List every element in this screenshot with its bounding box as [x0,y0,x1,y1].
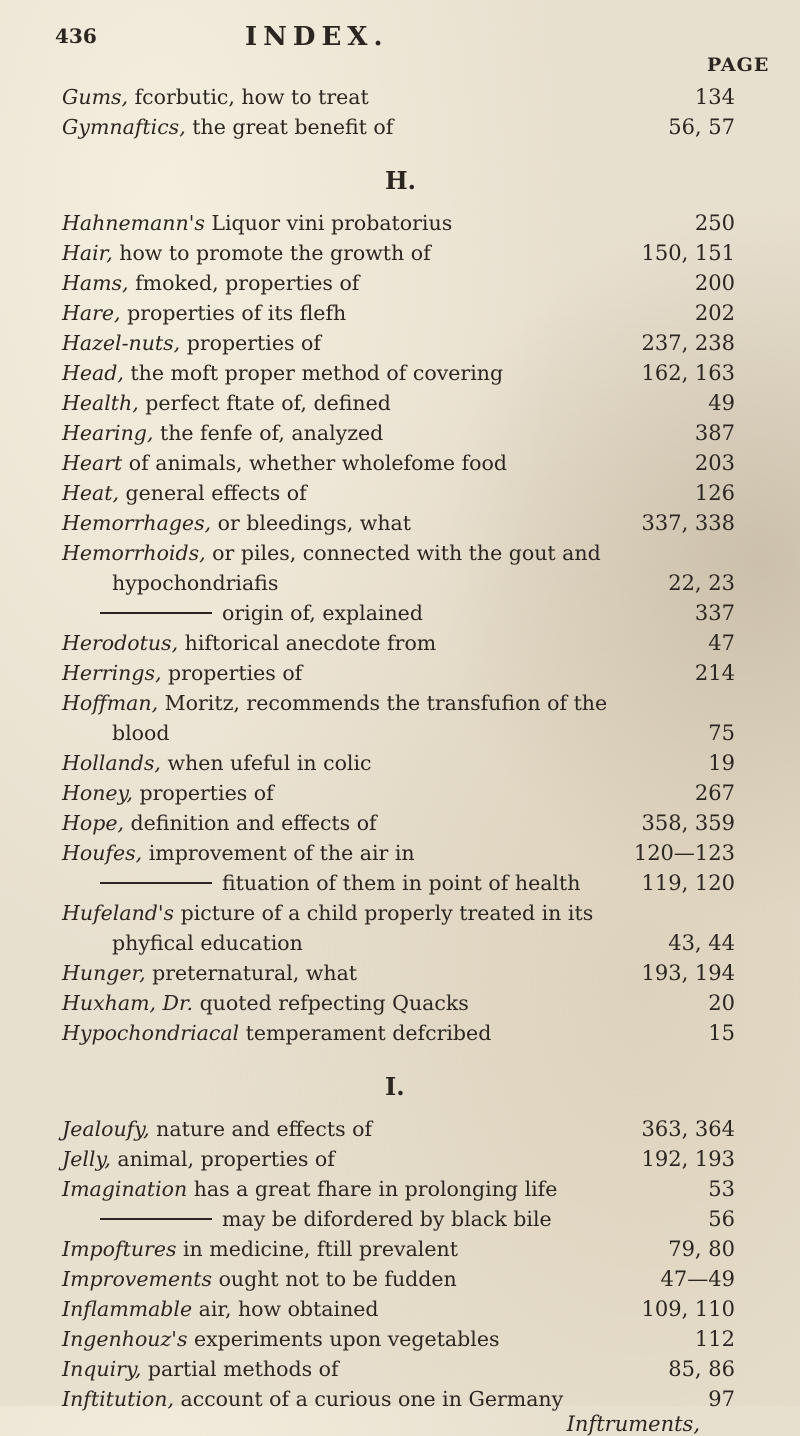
entry-heading: Improvements [62,1267,213,1291]
entry-description: picture of a child properly treated in its [174,901,594,925]
entry-description: account of a curious one in Germany [173,1387,564,1411]
entry-description: definition and effects of [124,811,377,835]
entry-text [62,988,469,1018]
entry-pages: 387 [694,421,735,445]
entry-heading: Head, [62,361,124,385]
index-entry [0,208,800,238]
entry-description: hypochondriafis [112,571,279,595]
entry-text [112,568,278,598]
entry-pages: 85, 86 [668,1357,735,1381]
entry-pages: 200 [694,271,735,295]
entry-description: general effects of [119,481,307,505]
entry-text [62,538,601,568]
entry-description: the fenfe of, analyzed [153,421,384,445]
entry-description: Moritz, recommends the transfufion of the [158,691,608,715]
entry-text [62,1144,335,1174]
entry-heading: Hope, [62,811,124,835]
entry-heading: Gums, [62,85,129,109]
entry-pages: 49 [708,391,735,415]
entry-pages: 267 [694,781,735,805]
entry-text [62,1324,499,1354]
entry-text [62,418,383,448]
entry-heading: Hufeland's [62,901,175,925]
entry-pages: 150, 151 [641,241,735,265]
index-entry [0,388,800,418]
index-title: INDEX. [245,22,389,52]
entry-pages: 15 [708,1021,735,1045]
entry-pages: 53 [708,1177,735,1201]
index-entry [0,268,800,298]
index-entry [0,1384,800,1414]
entry-text [112,718,170,748]
entry-pages: 109, 110 [641,1297,735,1321]
entry-description: fmoked, properties of [128,271,360,295]
section-letter: I. [385,1072,405,1101]
index-entry [0,448,800,478]
entry-description: properties of [132,781,274,805]
entry-pages: 134 [694,85,735,109]
entry-heading: Herodotus, [62,631,179,655]
entry-text [62,1174,557,1204]
entry-description: quoted refpecting Quacks [193,991,469,1015]
entry-heading: Heart [62,451,123,475]
entry-text [62,658,302,688]
entry-description: when ufeful in colic [160,751,372,775]
index-entry [0,808,800,838]
index-entry [0,658,800,688]
index-entry [0,358,800,388]
entry-pages: 43, 44 [668,931,735,955]
entry-heading: Herrings, [62,661,162,685]
index-entry [0,478,800,508]
entry-text [62,1114,372,1144]
entry-pages: 75 [708,721,735,745]
entry-description: may be difordered by black bile [222,1207,552,1231]
index-entry [0,1018,800,1048]
index-entry [0,868,800,898]
entry-heading: Hunger, [62,961,146,985]
entry-pages: 337 [694,601,735,625]
entry-heading: Huxham, Dr. [62,991,194,1015]
ditto-rule [100,882,212,884]
entry-description: Liquor vini probatorius [204,211,453,235]
entry-heading: Hahnemann's [62,211,205,235]
entry-heading: Hare, [62,301,121,325]
index-entry [0,628,800,658]
index-entry [0,718,800,748]
entry-text [62,1234,458,1264]
entry-text [62,1294,379,1324]
entry-pages: 202 [694,301,735,325]
entry-pages: 97 [708,1387,735,1411]
catchword: Inftruments, [566,1412,700,1436]
entry-pages: 214 [694,661,735,685]
entry-description: or piles, connected with the gout and [205,541,601,565]
entry-pages: 47 [708,631,735,655]
entry-pages: 193, 194 [641,961,735,985]
entry-text [62,82,369,112]
entry-pages: 203 [694,451,735,475]
entry-pages: 120—123 [633,841,735,865]
index-entry [0,1354,800,1384]
entry-heading: Gymnaftics, [62,115,186,139]
index-entry [0,238,800,268]
entry-text [62,958,357,988]
entry-heading: Hypochondriacal [62,1021,240,1045]
entry-heading: Hemorrhoids, [62,541,206,565]
entry-text [62,358,503,388]
entry-description: of animals, whether wholefome food [122,451,507,475]
index-entry [0,1234,800,1264]
entry-pages: 56, 57 [668,115,735,139]
entry-description: phyfical education [112,931,303,955]
entry-heading: Imagination [62,1177,188,1201]
entry-heading: Hoffman, [62,691,159,715]
entry-heading: Ingenhouz's [62,1327,188,1351]
entry-pages: 112 [694,1327,735,1351]
index-entry [0,1204,800,1234]
index-entry [0,82,800,112]
entry-heading: Inftitution, [62,1387,174,1411]
index-entry [0,598,800,628]
entry-text [62,238,431,268]
entry-description: experiments upon vegetables [187,1327,500,1351]
entry-text [62,268,359,298]
entry-pages: 237, 238 [641,331,735,355]
index-entry [0,778,800,808]
index-entry [0,1144,800,1174]
entry-description: the moft proper method of covering [123,361,504,385]
entry-heading: Hemorrhages, [62,511,212,535]
index-entry [0,688,800,718]
index-entry [0,1324,800,1354]
index-entry [0,928,800,958]
entry-text [62,898,593,928]
entry-pages: 162, 163 [641,361,735,385]
index-entry [0,328,800,358]
entry-text [62,112,393,142]
index-entry [0,838,800,868]
index-entry [0,418,800,448]
entry-description: has a great fhare in prolonging life [187,1177,558,1201]
entry-pages: 126 [694,481,735,505]
entry-description: nature and effects of [149,1117,373,1141]
entry-text [62,1384,563,1414]
entry-text [62,628,436,658]
entry-pages: 337, 338 [641,511,735,535]
entry-heading: Honey, [62,781,133,805]
entry-text [62,1354,339,1384]
entry-heading: Hazel-nuts, [62,331,181,355]
entry-description: the great benefit of [185,115,394,139]
ditto-rule [100,612,212,614]
entry-text [62,1264,457,1294]
entry-text [112,928,303,958]
entry-heading: Inquiry, [62,1357,142,1381]
entry-text [62,478,307,508]
entry-heading: Hams, [62,271,129,295]
entry-pages: 56 [708,1207,735,1231]
entry-text [100,598,423,628]
entry-heading: Jealoufy, [62,1117,150,1141]
entry-text [62,298,346,328]
entry-description: fituation of them in point of health [222,871,581,895]
entry-text [62,1018,491,1048]
entry-text [62,688,607,718]
entry-heading: Hair, [62,241,113,265]
entry-pages: 119, 120 [641,871,735,895]
entry-text [62,748,372,778]
entry-text [62,388,391,418]
index-entry [0,958,800,988]
entry-description: animal, properties of [110,1147,335,1171]
entry-text [100,868,580,898]
entry-description: ought not to be fudden [212,1267,457,1291]
entry-text [62,328,321,358]
ditto-rule [100,1218,212,1220]
index-entry [0,1174,800,1204]
entry-heading: Hearing, [62,421,154,445]
entry-description: blood [112,721,170,745]
entry-description: in medicine, ftill prevalent [176,1237,458,1261]
running-head [55,24,655,54]
page-column-label: PAGE [707,54,770,76]
entry-description: properties of its flefh [120,301,347,325]
entry-description: partial methods of [141,1357,339,1381]
entry-pages: 79, 80 [668,1237,735,1261]
entry-description: perfect ftate of, defined [138,391,391,415]
entry-description: or bleedings, what [211,511,411,535]
entry-heading: Health, [62,391,139,415]
entry-description: air, how obtained [192,1297,379,1321]
entry-description: properties of [180,331,321,355]
entry-pages: 192, 193 [641,1147,735,1171]
page-number: 436 [55,24,97,48]
entry-description: origin of, explained [222,601,423,625]
index-entry [0,1294,800,1324]
entry-pages: 22, 23 [668,571,735,595]
entry-description: improvement of the air in [142,841,415,865]
entry-text [62,508,411,538]
index-entry [0,898,800,928]
index-entry [0,112,800,142]
entry-text [62,808,377,838]
entry-heading: Impoftures [62,1237,177,1261]
index-entry [0,298,800,328]
index-entry [0,1114,800,1144]
entry-heading: Inflammable [62,1297,193,1321]
index-entry [0,508,800,538]
index-entry [0,988,800,1018]
entry-text [62,778,274,808]
entry-heading: Houfes, [62,841,143,865]
entry-pages: 20 [708,991,735,1015]
entry-description: properties of [161,661,303,685]
entry-text [62,208,452,238]
entry-description: fcorbutic, how to treat [128,85,369,109]
entry-pages: 358, 359 [641,811,735,835]
entry-description: hiftorical anecdote from [178,631,437,655]
entry-text [62,838,415,868]
entry-description: temperament defcribed [239,1021,492,1045]
entry-heading: Heat, [62,481,119,505]
entry-pages: 363, 364 [641,1117,735,1141]
entry-text [100,1204,552,1234]
entry-description: how to promote the growth of [112,241,431,265]
entry-heading: Hollands, [62,751,161,775]
section-letter: H. [385,166,417,195]
index-entry [0,568,800,598]
index-entry [0,748,800,778]
index-entry [0,1264,800,1294]
entry-text [62,448,507,478]
entry-pages: 250 [694,211,735,235]
entry-heading: Jelly, [62,1147,111,1171]
entry-description: preternatural, what [145,961,358,985]
entry-pages: 19 [708,751,735,775]
entry-pages: 47—49 [660,1267,735,1291]
index-entry [0,538,800,568]
